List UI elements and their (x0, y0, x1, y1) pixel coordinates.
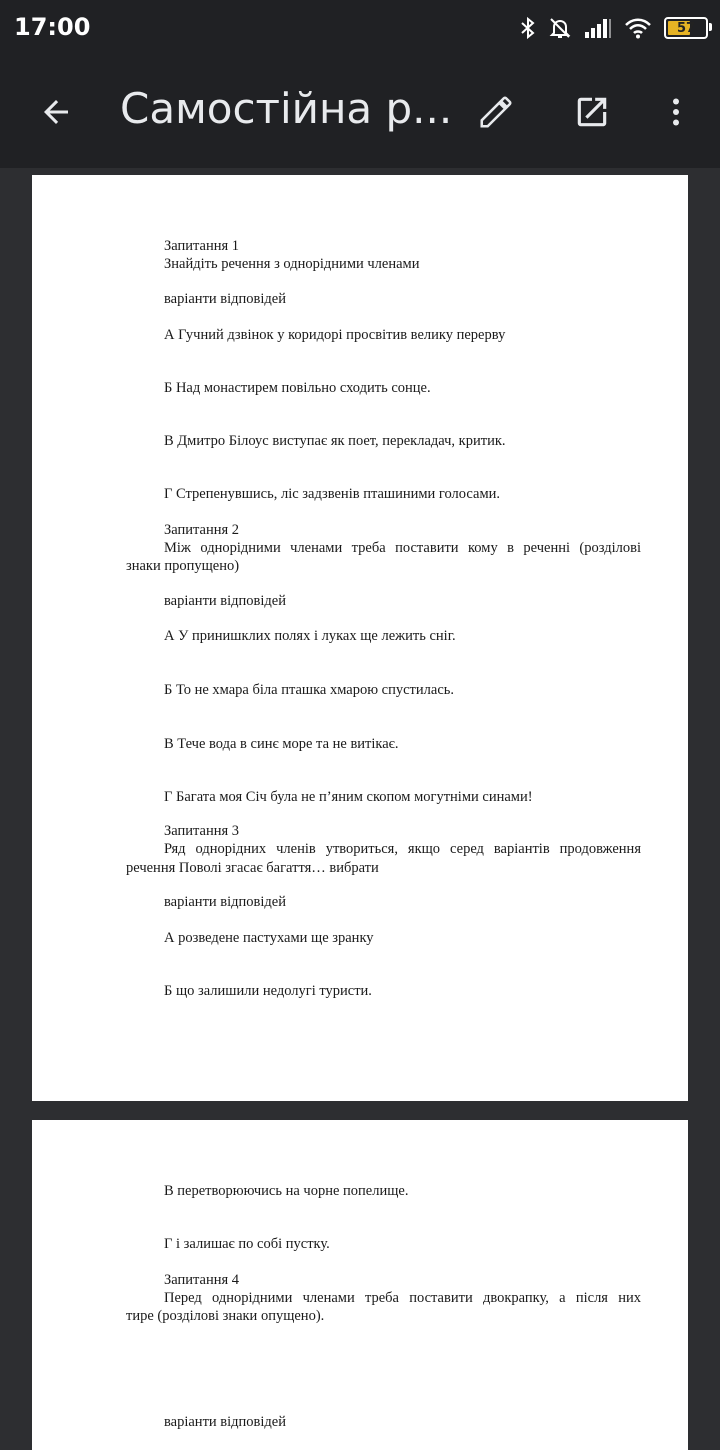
open-external-button[interactable] (566, 86, 618, 138)
question-2-title: Запитання 2 (164, 522, 240, 538)
question-1-title: Запитання 1 (164, 238, 240, 254)
question-3-option-d: Г і залишає по собі пустку. (164, 1236, 330, 1252)
more-vert-icon (658, 94, 694, 130)
wifi-icon (624, 17, 652, 39)
more-options-button[interactable] (652, 86, 700, 138)
question-1-option-a: А Гучний дзвінок у коридорі просвітив велику перерву (164, 327, 506, 343)
arrow-back-icon (38, 94, 74, 130)
edit-button[interactable] (470, 86, 522, 138)
question-3-text-line-1: Ряд однорідних членів утвориться, якщо серед варіантів продовження (164, 841, 641, 857)
question-2-option-b: Б То не хмара біла пташка хмарою спустилась. (164, 682, 454, 698)
back-button[interactable] (30, 86, 82, 138)
document-page-2 (32, 1120, 688, 1450)
status-bar (0, 0, 720, 56)
question-2-option-a: А У принишклих полях і луках ще лежить сніг. (164, 628, 456, 644)
status-time: 17:00 (14, 13, 91, 41)
question-3-option-b: Б що залишили недолугі туристи. (164, 983, 372, 999)
question-2-option-c: В Тече вода в синє море та не витікає. (164, 736, 399, 752)
notifications-muted-icon (548, 16, 572, 40)
question-1-variants-label: варіанти відповідей (164, 291, 286, 307)
battery-indicator (664, 17, 708, 39)
bluetooth-icon (520, 16, 536, 40)
question-1-text: Знайдіть речення з однорідними членами (164, 256, 420, 272)
question-3-option-c: В перетворюючись на чорне попелище. (164, 1183, 409, 1199)
question-1-option-c: В Дмитро Білоус виступає як поет, перекладач, критик. (164, 433, 506, 449)
question-3-option-a: А розведене пастухами ще зранку (164, 930, 374, 946)
question-4-text-line-2: тире (розділові знаки опущено). (126, 1308, 325, 1324)
battery-level: 57 (676, 20, 696, 36)
question-4-title: Запитання 4 (164, 1272, 240, 1288)
status-icons (520, 12, 708, 44)
open-in-new-icon (573, 93, 611, 131)
signal-icon (584, 17, 612, 39)
question-2-option-d: Г Багата моя Січ була не п’яним скопом могутніми синами! (164, 789, 533, 805)
question-4-variants-label: варіанти відповідей (164, 1414, 286, 1430)
question-4-text-line-1: Перед однорідними членами треба поставити двокрапку, а після них (164, 1290, 641, 1306)
question-1-option-b: Б Над монастирем повільно сходить сонце. (164, 380, 431, 396)
pencil-icon (477, 93, 515, 131)
document-page-1 (32, 175, 688, 1101)
document-title: Самостійна р... (120, 84, 453, 133)
question-2-text-line-1: Між однорідними членами треба поставити кому в реченні (розділові (164, 540, 641, 556)
question-1-option-d: Г Стрепенувшись, ліс задзвенів пташиними голосами. (164, 486, 501, 502)
question-3-title: Запитання 3 (164, 823, 240, 839)
question-3-variants-label: варіанти відповідей (164, 894, 286, 910)
question-2-text-line-2: знаки пропущено) (126, 558, 240, 574)
app-bar (0, 56, 720, 168)
question-3-text-line-2: речення Поволі згасає багаття… вибрати (126, 860, 379, 876)
question-2-variants-label: варіанти відповідей (164, 593, 286, 609)
